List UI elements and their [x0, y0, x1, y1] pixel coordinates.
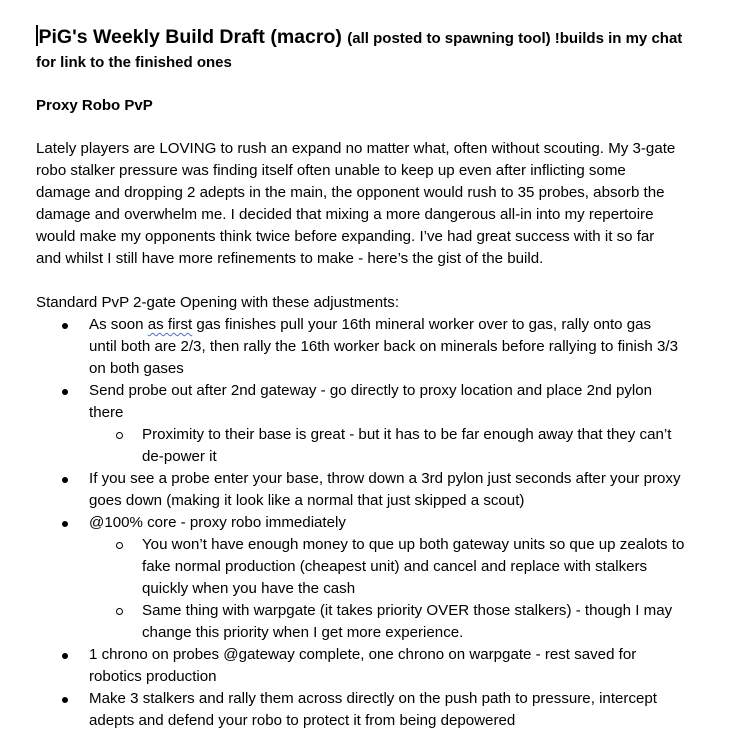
document-title [36, 24, 726, 52]
intro-line: Lately players are LOVING to rush an expand no matter what, often without scouting. My 3-gate [36, 140, 676, 157]
list-item: Make 3 stalkers and rally them across directly on the push path to pressure, intercept adepts and defend your robo to protect it from being depowered [36, 688, 726, 732]
title-aside: (all posted to spawning tool) !builds in my chat [347, 30, 683, 47]
list-item: Send probe out after 2nd gateway - go directly to proxy location and place 2nd pylon there [36, 380, 726, 424]
intro-line: damage and dropping 2 adepts in the main, the opponent would rush to 35 probes, absorb the [36, 184, 665, 201]
bullet-icon [60, 380, 70, 402]
hollow-bullet-icon [114, 600, 124, 622]
hollow-bullet-icon [114, 424, 124, 446]
bullet-icon [60, 468, 70, 490]
intro-line: damage and overwhelm me. I decided that mixing a more dangerous all-in into my repertoire [36, 206, 654, 223]
spellcheck-underline[interactable]: as first [147, 316, 193, 333]
text-cursor [36, 25, 38, 46]
intro-line: would make my opponents think twice before expanding. I’ve had great success with it so far [36, 228, 655, 245]
section-heading: Proxy Robo PvP [36, 97, 153, 114]
document-body[interactable] [36, 24, 726, 732]
title-aside-line2: for link to the finished ones [36, 54, 232, 71]
intro-line: and whilst I still have more refinements to make - here’s the gist of the build. [36, 250, 544, 267]
list-item-nested: Same thing with warpgate (it takes priority OVER those stalkers) - though I may change this priority when I get more experience. [36, 600, 726, 644]
intro-line: robo stalker pressure was finding itself often unable to keep up even after inflicting some [36, 162, 626, 179]
list-item: 1 chrono on probes @gateway complete, one chrono on warpgate - rest saved for robotics production [36, 644, 726, 688]
intro-paragraph [36, 138, 726, 270]
hollow-bullet-icon [114, 534, 124, 556]
bullet-icon [60, 688, 70, 710]
list-item: If you see a probe enter your base, throw down a 3rd pylon just seconds after your proxy goes down (making it look like a normal that just skipped a scout) [36, 468, 726, 512]
list-item: As soon as first gas finishes pull your 16th mineral worker over to gas, rally onto gas until both are 2/3, then rally the 16th worker back on minerals before rallying to finish 3/3 on both gases [36, 314, 726, 380]
bullet-icon [60, 512, 70, 534]
build-steps-list [36, 314, 726, 732]
bullet-icon [60, 314, 70, 336]
opening-label: Standard PvP 2-gate Opening with these adjustments: [36, 294, 400, 311]
title-main: PiG's Weekly Build Draft (macro) [38, 26, 342, 48]
bullet-icon [60, 644, 70, 666]
list-item-nested: You won’t have enough money to que up both gateway units so que up zealots to fake normal production (cheapest unit) and cancel and replace with stalkers quickly when you have the cash [36, 534, 726, 600]
list-item-nested: Proximity to their base is great - but it has to be far enough away that they can’t de-power it [36, 424, 726, 468]
list-item: @100% core - proxy robo immediately [36, 512, 726, 534]
